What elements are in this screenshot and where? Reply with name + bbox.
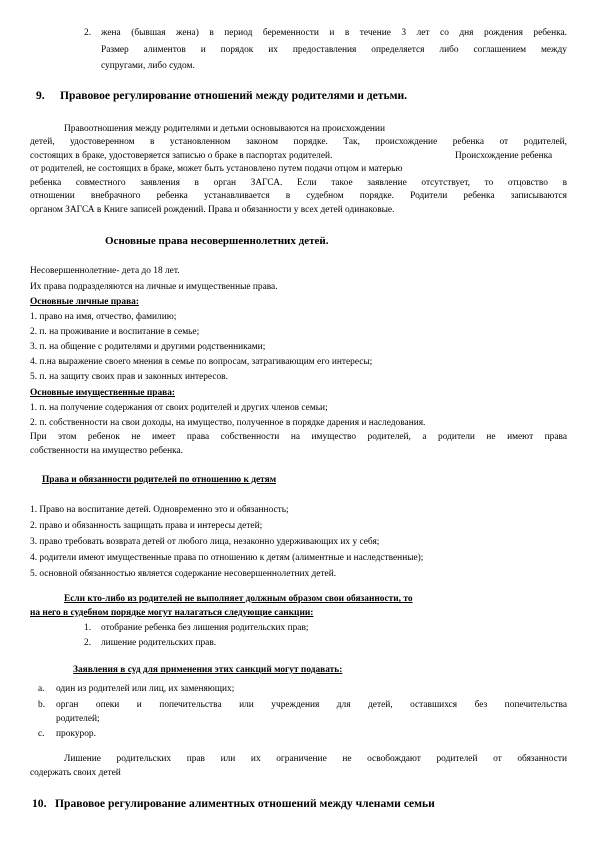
paragraph-line: Размер алиментов и порядок их предоставления определяется либо соглашением между [101, 45, 567, 55]
list-marker: 2. [84, 638, 92, 648]
list-heading: Основные личные права: [30, 297, 139, 307]
list-item: 4. п.на выражение своего мнения в семье по вопросам, затрагивающим его интересы; [30, 357, 373, 367]
list-item: 5. п. на защиту своих прав и законных интересов. [30, 372, 228, 382]
paragraph-line: собственности на имущество ребенка. [30, 446, 183, 456]
paragraph-line: содержать своих детей [30, 768, 121, 778]
list-item: лишение родительских прав. [101, 638, 217, 648]
list-item: 4. родители имеют имущественные права по отношению к детям (алиментные и наследственные); [30, 553, 424, 563]
list-item: один из родителей или лиц, их заменяющих; [56, 684, 235, 694]
subsection-title: Основные права несовершеннолетних детей. [105, 235, 329, 247]
section-title: Правовое регулирование алиментных отношений между членами семьи [55, 797, 435, 810]
section-number: 10. [32, 797, 47, 810]
list-item: 1. Право на воспитание детей. Одновременно это и обязанность; [30, 505, 289, 515]
list-item: 2. право и обязанность защищать права и интересы детей; [30, 521, 263, 531]
paragraph-line: Правоотношения между родителями и детьми основываются на происхождении [64, 124, 385, 134]
list-item: 2. п. собственности на свои доходы, на имущество, полученное в порядке дарения и наследования. [30, 418, 426, 428]
list-item: 5. основной обязанностью является содержание несовершеннолетних детей. [30, 569, 337, 579]
list-marker: 2. [84, 28, 92, 38]
paragraph-line: ребенка совместного заявления в орган ЗАГСА. Если такое заявление отсутствует, то отцовство в [30, 178, 567, 188]
paragraph-line: жена (бывшая жена) в период беременности и в течение 3 лет со дня рождения ребенка. [101, 28, 567, 38]
paragraph-line: При этом ребенок не имеет права собственности на имущество родителей, а родители не имеют права [30, 432, 567, 442]
paragraph-heading: Если кто-либо из родителей не выполняет должным образом свои обязанности, то [64, 594, 413, 604]
paragraph-line: Происхождение ребенка [455, 151, 553, 161]
paragraph-line: детей, удостоверенном в установленном законом порядке. Так, происхождение ребенка от родителей, [30, 137, 567, 147]
paragraph-line: супругами, либо судом. [101, 61, 195, 71]
list-marker: a. [38, 684, 45, 694]
list-heading: Основные имущественные права: [30, 388, 176, 398]
paragraph-line: органом ЗАГСА в Книге записей рождений. Права и обязанности у всех детей одинаковые. [30, 205, 395, 215]
paragraph-line: Несовершеннолетние- дета до 18 лет. [30, 266, 180, 276]
list-item: прокурор. [56, 729, 96, 739]
paragraph-heading: на него в судебном порядке могут налагаться следующие санкции: [30, 608, 314, 618]
list-item: 2. п. на проживание и воспитание в семье; [30, 327, 200, 337]
paragraph-line: состоящих в браке, удостоверяется записью о браке в паспортах родителей. [30, 151, 333, 161]
section-title: Правовое регулирование отношений между родителями и детьми. [60, 89, 408, 102]
list-item: отобрание ребенка без лишения родительских прав; [101, 623, 309, 633]
list-item: 3. право требовать возврата детей от любого лица, незаконно удерживающих их у себя; [30, 537, 380, 547]
list-item: 1. право на имя, отчество, фамилию; [30, 312, 177, 322]
list-marker: 1. [84, 623, 92, 633]
list-item: родителей; [56, 714, 100, 724]
list-item: орган опеки и попечительства или учреждения для детей, оставшихся без попечительства [56, 700, 567, 710]
list-marker: b. [38, 700, 46, 710]
paragraph-line: Их права подразделяются на личные и имущественные права. [30, 282, 278, 292]
paragraph-heading: Заявления в суд для применения этих санкций могут подавать: [73, 665, 343, 675]
section-number: 9. [36, 89, 45, 102]
list-item: 3. п. на общение с родителями и другими родственниками; [30, 342, 266, 352]
paragraph-line: Лишение родительских прав или их ограничение не освобождают родителей от обязанности [64, 754, 567, 764]
paragraph-line: отношении внебрачного ребенка устанавливается в судебном порядке. Родители ребенка записываются [30, 191, 567, 201]
subsection-title: Права и обязанности родителей по отношению к детям [42, 475, 277, 485]
paragraph-line: от родителей, не состоящих в браке, может быть установлено путем подачи отцом и матерью [30, 164, 403, 174]
list-marker: c. [38, 729, 45, 739]
list-item: 1. п. на получение содержания от своих родителей и других членов семьи; [30, 403, 328, 413]
